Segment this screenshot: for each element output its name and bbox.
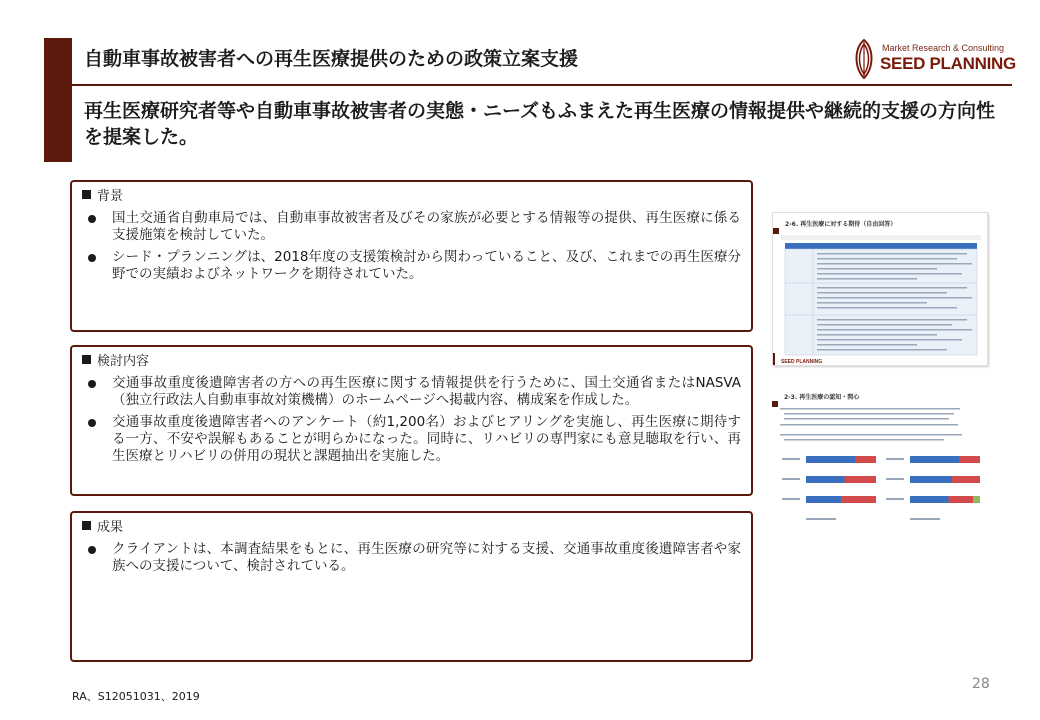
thumbnail-bar-segment (959, 456, 980, 463)
list-item: 交通事故重度後遺障害者の方への再生医療に関する情報提供を行うために、国土交通省またはNASVA（独立行政法人自動車事故対策機構）のホームページへ掲載内容、構成案を作成した。 (82, 375, 741, 409)
page-title: 自動車事故被害者への再生医療提供のための政策立案支援 (84, 48, 579, 70)
thumbnail-title: 2-6. 再生医療に対する期待（自由回答） (785, 221, 897, 228)
bullet-dot-icon (88, 419, 96, 427)
page-number: 28 (972, 676, 990, 692)
thumbnail-bar-segment (806, 456, 855, 463)
thumbnail-bar-segment (910, 476, 952, 483)
logo-tagline: Market Research & Consulting (882, 43, 1005, 53)
thumbnail-bar-segment (949, 496, 974, 503)
thumbnail-bar-segment (845, 476, 877, 483)
results-section (70, 511, 753, 662)
thumbnail-bar-segment (806, 496, 841, 503)
title-accent-bar (44, 38, 72, 162)
square-bullet-icon (82, 355, 91, 364)
section-heading: 背景 (82, 188, 741, 206)
seed-logo-icon (850, 38, 878, 80)
thumbnail-bar-segment (806, 476, 845, 483)
square-bullet-icon (82, 190, 91, 199)
thumbnail-bar-chart (772, 386, 988, 526)
page-subtitle: 再生医療研究者等や自動車事故被害者の実態・ニーズもふまえた再生医療の情報提供や継続的支援の方向性を提案した。 (84, 100, 996, 148)
square-bullet-icon (82, 521, 91, 530)
bullet-dot-icon (88, 215, 96, 223)
list-item: クライアントは、本調査結果をもとに、再生医療の研究等に対する支援、交通事故重度後遺障害者や家族への支援について、検討されている。 (82, 541, 741, 575)
thumbnail-bar-segment (855, 456, 876, 463)
thumbnail-bar-segment (973, 496, 980, 503)
thumbnail-title: 2-3. 再生医療の認知・関心 (784, 394, 860, 401)
title-divider (72, 84, 1012, 86)
list-item: 国土交通省自動車局では、自動車事故被害者及びその家族が必要とする情報等の提供、再生医療に係る支援施策を検討していた。 (82, 210, 741, 244)
footer-reference: RA、S12051031、2019 (72, 690, 200, 703)
thumbnail-table-graphic (773, 213, 989, 367)
list-item: 交通事故重度後遺障害者へのアンケート（約1,200名）およびヒアリングを実施し、再生医療に期待する一方、不安や誤解もあることが明らかになった。同時に、リハビリの専門家にも意見聴取を行い、再生医療とリハビリの併用の現状と課題抽出を実施した。 (82, 414, 741, 465)
bullet-dot-icon (88, 380, 96, 388)
bullet-dot-icon (88, 254, 96, 262)
company-logo (850, 38, 1020, 80)
logo-name: SEED PLANNING (880, 54, 1016, 73)
section-heading: 検討内容 (82, 353, 741, 371)
background-section (70, 180, 753, 332)
report-thumbnail-expectations (772, 212, 988, 366)
bullet-dot-icon (88, 546, 96, 554)
thumbnail-bar-segment (952, 476, 980, 483)
thumbnail-bar-segment (910, 456, 959, 463)
thumbnail-bar-segment (910, 496, 949, 503)
report-thumbnail-awareness (772, 386, 988, 526)
list-item: シード・プランニングは、2018年度の支援策検討から関わっていること、及び、これまでの再生医療分野での実績およびネットワークを期待されていた。 (82, 249, 741, 283)
svg-text:SEED PLANNING: SEED PLANNING (781, 359, 823, 365)
study-content-section (70, 345, 753, 496)
section-heading: 成果 (82, 519, 741, 537)
thumbnail-bar-segment (841, 496, 876, 503)
